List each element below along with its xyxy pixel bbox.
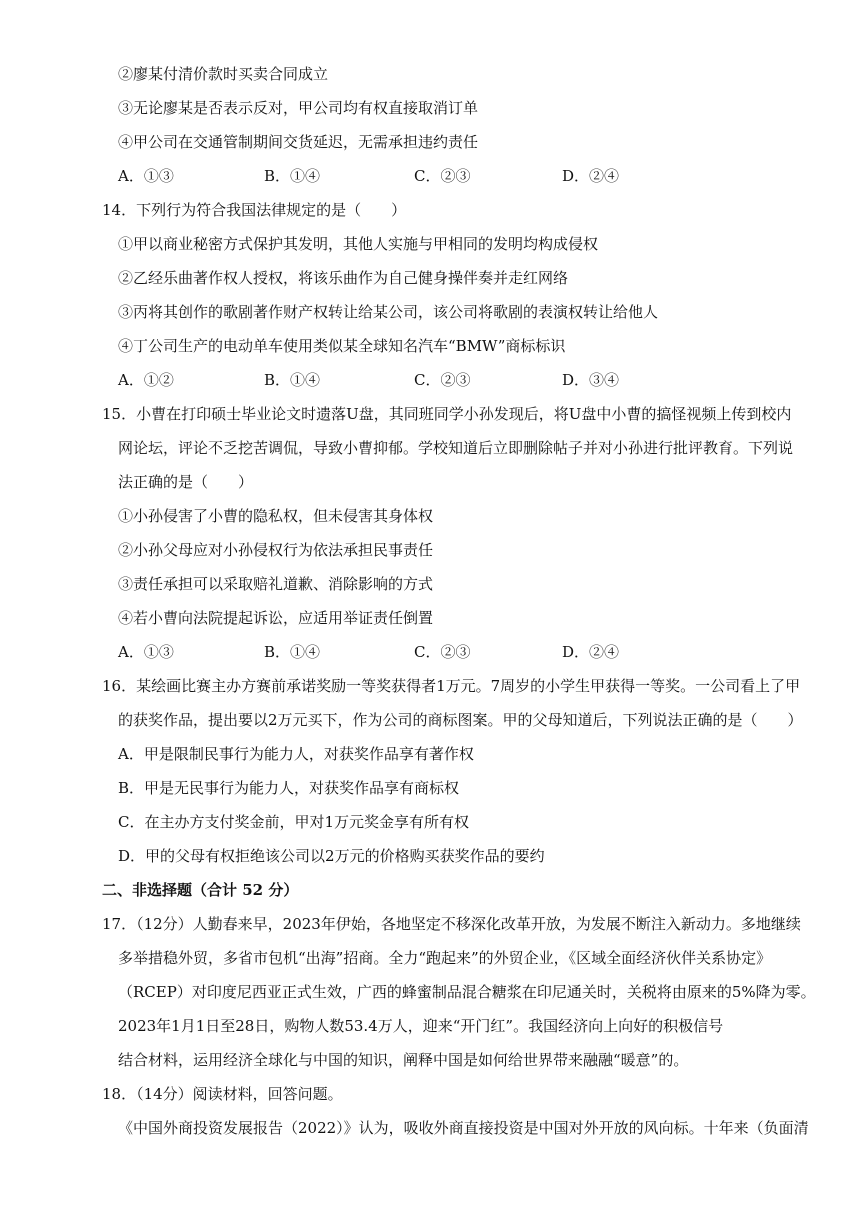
q16-choice-b: B．甲是无民事行为能力人，对获奖作品享有商标权 bbox=[118, 779, 460, 797]
q13-item-2: ②廖某付清价款时买卖合同成立 bbox=[118, 65, 329, 83]
q17-line-4: 2023年1月1日至28日，购物人数53.4万人，迎来“开门红”。我国经济向上向好的积极信号 bbox=[118, 1017, 724, 1035]
q14-item-4: ④丁公司生产的电动单车使用类似某全球知名汽车“BMW”商标标识 bbox=[118, 337, 566, 355]
q16-choice-a: A．甲是限制民事行为能力人，对获奖作品享有著作权 bbox=[118, 745, 474, 763]
q16-stem-line-1: 16．某绘画比赛主办方赛前承诺奖励一等奖获得者1万元。7周岁的小学生甲获得一等奖。一公司看上了甲 bbox=[102, 677, 801, 695]
q14-item-3: ③丙将其创作的歌剧著作财产权转让给某公司，该公司将歌剧的表演权转让给他人 bbox=[118, 303, 659, 321]
section-2-title: 二、非选择题（合计 52 分） bbox=[102, 881, 299, 899]
q15-stem-line-2: 网论坛，评论不乏挖苦调侃，导致小曹抑郁。学校知道后立即删除帖子并对小孙进行批评教育。下列说 bbox=[118, 439, 794, 457]
q17-line-5: 结合材料，运用经济全球化与中国的知识，阐释中国是如何给世界带来融融“暖意”的。 bbox=[118, 1051, 689, 1069]
q13-options bbox=[118, 166, 758, 186]
q14-option-b: B．①④ bbox=[264, 371, 321, 389]
q13-item-4: ④甲公司在交通管制期间交货延迟，无需承担违约责任 bbox=[118, 133, 479, 151]
q18-line-1: 《中国外商投资发展报告（2022）》认为，吸收外商直接投资是中国对外开放的风向标。十年来（负面清 bbox=[118, 1119, 809, 1137]
q16-choice-c: C．在主办方支付奖金前，甲对1万元奖金享有所有权 bbox=[118, 813, 470, 831]
q16-choice-d: D．甲的父母有权拒绝该公司以2万元的价格购买获奖作品的要约 bbox=[118, 847, 545, 865]
q15-option-c: C．②③ bbox=[414, 643, 471, 661]
q17-line-1: 17．（12分）人勤春来早，2023年伊始，各地坚定不移深化改革开放，为发展不断注入新动力。多地继续 bbox=[102, 915, 801, 933]
q13-option-c: C．②③ bbox=[414, 167, 471, 185]
q14-option-a: A．①② bbox=[118, 371, 174, 389]
q15-item-2: ②小孙父母应对小孙侵权行为依法承担民事责任 bbox=[118, 541, 434, 559]
q13-option-d: D．②④ bbox=[562, 167, 620, 185]
q13-item-3: ③无论廖某是否表示反对，甲公司均有权直接取消订单 bbox=[118, 99, 479, 117]
q14-option-d: D．③④ bbox=[562, 371, 620, 389]
q15-option-b: B．①④ bbox=[264, 643, 321, 661]
q15-item-3: ③责任承担可以采取赔礼道歉、消除影响的方式 bbox=[118, 575, 434, 593]
q13-option-a: A．①③ bbox=[118, 167, 174, 185]
q15-item-4: ④若小曹向法院提起诉讼，应适用举证责任倒置 bbox=[118, 609, 434, 627]
q14-option-c: C．②③ bbox=[414, 371, 471, 389]
q18-stem: 18．（14分）阅读材料，回答问题。 bbox=[102, 1085, 343, 1103]
q17-line-2: 多举措稳外贸，多省市包机“出海”招商。全力“跑起来”的外贸企业，《区域全面经济伙伴关系协定》 bbox=[118, 949, 772, 967]
q17-line-3: （RCEP）对印度尼西亚正式生效，广西的蜂蜜制品混合糖浆在印尼通关时，关税将由原来的5%降为零。 bbox=[118, 983, 816, 1001]
q14-item-2: ②乙经乐曲著作权人授权，将该乐曲作为自己健身操伴奏并走红网络 bbox=[118, 269, 569, 287]
q15-options bbox=[118, 642, 758, 662]
q16-stem-line-2: 的获奖作品，提出要以2万元买下，作为公司的商标图案。甲的父母知道后，下列说法正确的是（ ） bbox=[118, 711, 803, 729]
q14-options bbox=[118, 370, 758, 390]
q14-stem: 14．下列行为符合我国法律规定的是（ ） bbox=[102, 201, 407, 219]
q14-item-1: ①甲以商业秘密方式保护其发明，其他人实施与甲相同的发明均构成侵权 bbox=[118, 235, 599, 253]
q15-option-a: A．①③ bbox=[118, 643, 174, 661]
q13-option-b: B．①④ bbox=[264, 167, 321, 185]
q15-stem-line-1: 15．小曹在打印硕士毕业论文时遗落U盘，其同班同学小孙发现后，将U盘中小曹的搞怪视频上传到校内 bbox=[102, 405, 792, 423]
q15-stem-line-3: 法正确的是（ ） bbox=[118, 473, 254, 491]
q15-item-1: ①小孙侵害了小曹的隐私权，但未侵害其身体权 bbox=[118, 507, 434, 525]
q15-option-d: D．②④ bbox=[562, 643, 620, 661]
